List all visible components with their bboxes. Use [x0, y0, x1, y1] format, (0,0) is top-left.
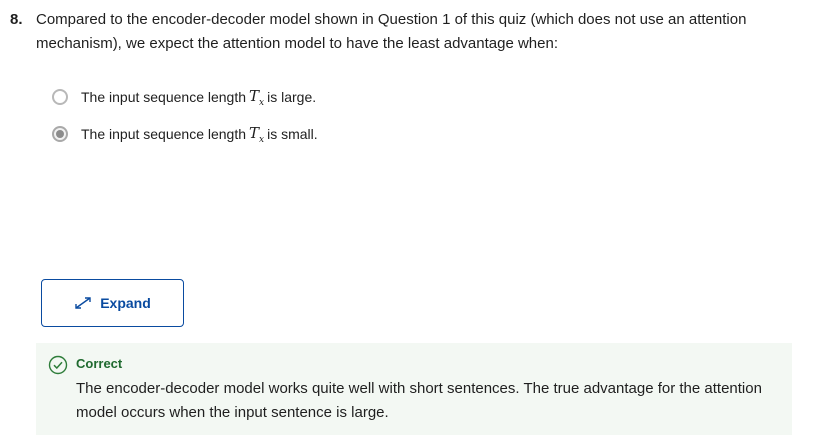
option-large-input[interactable]	[52, 87, 316, 107]
check-circle-icon	[48, 355, 68, 375]
expand-arrows-icon	[74, 296, 92, 310]
option-suffix: is large.	[267, 89, 317, 105]
option-small-input[interactable]	[52, 124, 318, 144]
feedback-panel	[36, 343, 792, 435]
question	[10, 8, 800, 56]
radio-button-selected[interactable]	[52, 126, 68, 142]
radio-button[interactable]	[52, 89, 68, 105]
feedback-text: The encoder-decoder model works quite well with short sentences. The true advantage for the attention model occurs when the input sentence is large.	[76, 380, 762, 421]
expand-label: Expand	[100, 295, 151, 311]
option-prefix: The input sequence length	[81, 89, 247, 105]
math-variable: $T_x$	[249, 123, 265, 145]
option-prefix: The input sequence length	[81, 126, 247, 142]
feedback-status: Correct	[76, 356, 123, 371]
question-number: 8.	[10, 11, 23, 28]
expand-button[interactable]	[41, 279, 184, 327]
question-text: Compared to the encoder-decoder model shown in Question 1 of this quiz (which does not use an attention mechanism), we expect the attention model to have the least advantage when:	[36, 11, 747, 52]
option-suffix: is small.	[267, 126, 318, 142]
math-variable: $T_x$	[249, 86, 265, 108]
